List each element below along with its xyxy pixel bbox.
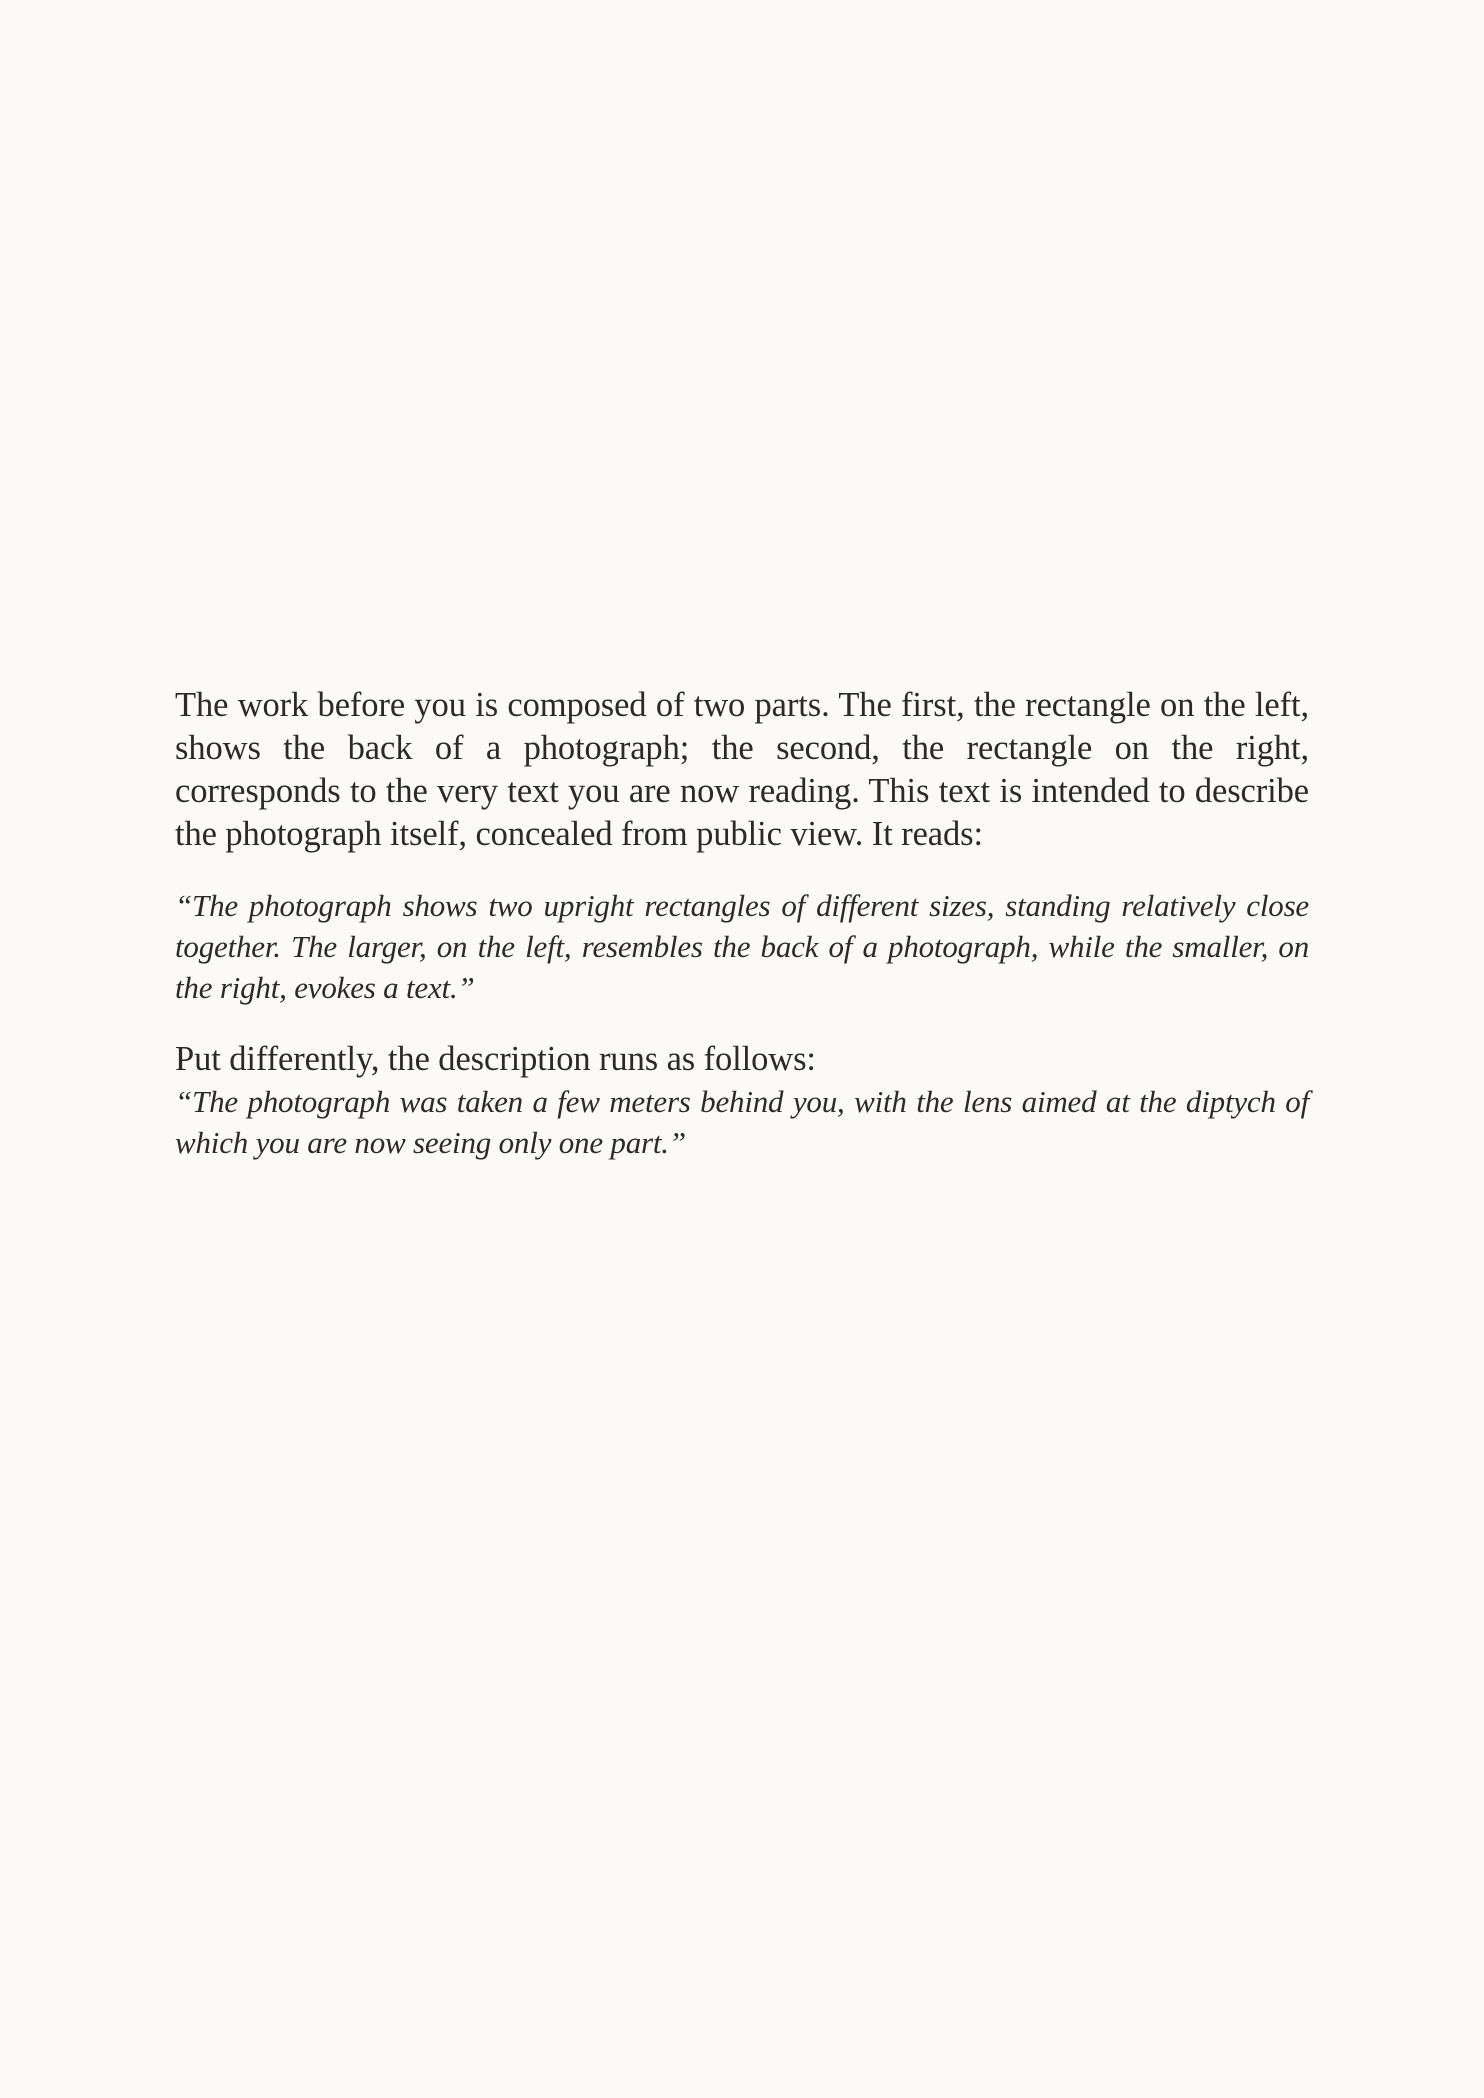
- photograph-description-quote: “The photograph shows two upright rectangles of different sizes, standing relatively close together. The larger, on the left, resembles the back of a photograph, while the smaller, on the right, evokes a text.”: [175, 888, 1309, 1005]
- text-block: [175, 684, 1309, 1163]
- restatement-intro: Put differently, the description runs as follows:: [175, 1040, 816, 1078]
- intro-paragraph: The work before you is composed of two parts. The first, the rectangle on the left, shows the back of a photograph; the second, the rectangle on the right, corresponds to the very text you are now reading. This text is intended to describe the photograph itself, concealed from public view. It reads:: [175, 686, 1309, 853]
- restatement-quote: “The photograph was taken a few meters behind you, with the lens aimed at the diptych of which you are now seeing only one part.”: [175, 1084, 1309, 1160]
